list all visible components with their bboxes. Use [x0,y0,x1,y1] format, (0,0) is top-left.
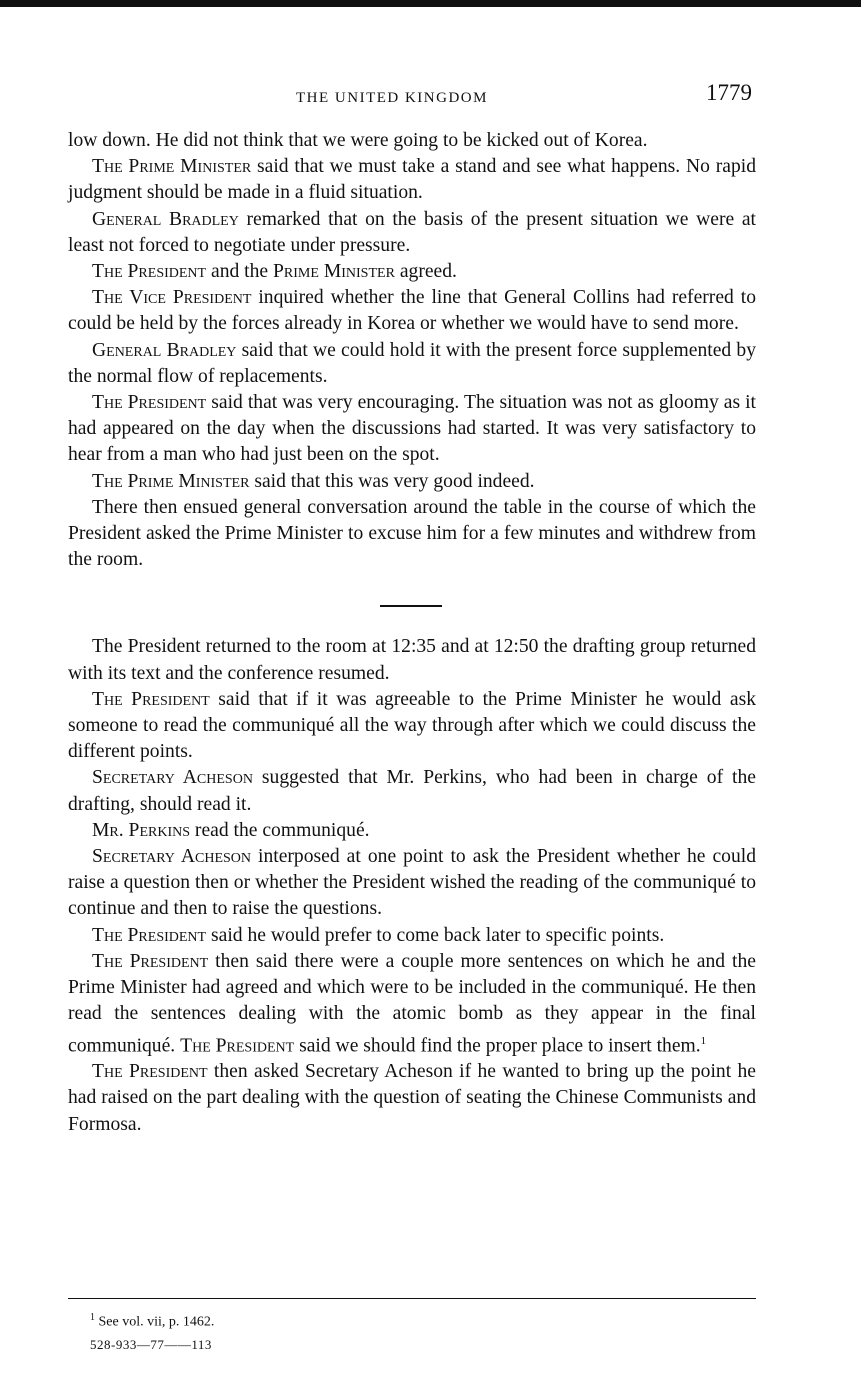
paragraph-text: suggested that Mr. Perkins, who had been in charge of the drafting, should read it. [68,767,756,815]
paragraph [68,285,756,337]
footnote [68,1307,756,1334]
paragraph-text: said he would prefer to come back later to specific points. [206,924,665,946]
paragraph-text: then said there were a couple more sentences on which he and the Prime Minister had agreed and which were to be included in the communiqué. He then read the sentences dealing with the atomic bomb as they appear in the final communiqué. [68,950,756,1057]
print-code: 528-933—77——113 [90,1336,212,1352]
paragraph-text: said that this was very good indeed. [249,470,535,492]
paragraph-text: said that we could hold it with the present force supplemented by the normal flow of replacements. [68,339,756,387]
speaker-name: The Vice President [92,287,252,309]
speaker-name: Mr. Perkins [92,819,191,841]
speaker-name: The Prime Minister [92,156,252,178]
paragraph-text: and the [206,261,274,283]
paragraph-text: inquired whether the line that General Collins had referred to could be held by the forces already in Korea or whether we would have to send more. [68,287,756,335]
paragraph [68,154,756,206]
page-number: 1779 [706,80,752,105]
speaker-name: The President [92,688,210,710]
paragraph-text: agreed. [394,261,457,283]
speaker-name: The President [92,392,207,414]
paragraph-text: interposed at one point to ask the President whether he could raise a question then or whether the President wished the reading of the communiqué to continue and then to raise the questions. [68,846,756,920]
speaker-name: General Bradley [92,339,237,361]
speaker-name: Prime Minister [273,261,395,283]
footnotes [68,1298,756,1356]
paragraph-text: read the communiqué. [190,819,370,841]
speaker-name: The President [92,924,207,946]
paragraph [68,687,756,766]
speaker-name: The President [92,950,209,972]
paragraph [68,259,756,285]
paragraph [68,949,756,1059]
speaker-name: Secretary Acheson [92,846,251,868]
speaker-name: General Bradley [92,208,239,230]
paragraph-text: said that if it was agreeable to the Prime Minister he would ask someone to read the communiqué all the way through after which we could discuss the different points. [68,688,756,763]
paragraph-text: said that we must take a stand and see what happens. No rapid judgment should be made in a fluid situation. [68,156,756,204]
paragraph [68,128,756,154]
paragraph-text: said that was very encouraging. The situation was not as gloomy as it had appeared on the day when the discussions had started. It was very satisfactory to hear from a man who had just been on the spot. [68,392,756,466]
paragraph [68,634,756,686]
paragraph-text: The President returned to the room at 12:35 and at 12:50 the drafting group returned with its text and the conference resumed. [68,636,756,684]
paragraph [68,338,756,390]
paragraph [68,923,756,949]
paragraph [68,818,756,844]
paragraph [68,765,756,817]
section-divider [380,605,442,607]
paragraph-text: said we should find the proper place to insert them. [294,1035,701,1057]
paragraph-text: remarked that on the basis of the present situation we were at least not forced to negotiate under pressure. [68,208,756,256]
paragraph [68,844,756,923]
paragraph-text: There then ensued general conversation around the table in the course of which the President asked the Prime Minister to excuse him for a few minutes and withdrew from the room. [68,496,756,571]
paragraph-text: then asked Secretary Acheson if he wanted to bring up the point he had raised on the part dealing with the question of seating the Chinese Communists and Formosa. [68,1061,756,1135]
page-top-border [0,0,861,7]
paragraph-text: low down. He did not think that we were going to be kicked out of Korea. [68,130,648,151]
paragraph [68,390,756,469]
speaker-name: The Prime Minister [92,470,250,492]
speaker-name: The President [92,261,207,283]
speaker-name: The President [180,1035,295,1057]
page-header [68,80,752,114]
paragraph [68,207,756,259]
speaker-name: Secretary Acheson [92,767,253,789]
paragraph [68,495,756,574]
footnote-marker: 1 [90,1312,95,1323]
running-head: THE UNITED KINGDOM [296,90,488,106]
speaker-name: The President [92,1061,208,1083]
paragraph [68,469,756,495]
document-body [68,128,756,1138]
paragraph [68,1059,756,1138]
footnote-text: See vol. vii, p. 1462. [95,1314,215,1330]
footnote-reference[interactable]: 1 [700,1034,707,1047]
